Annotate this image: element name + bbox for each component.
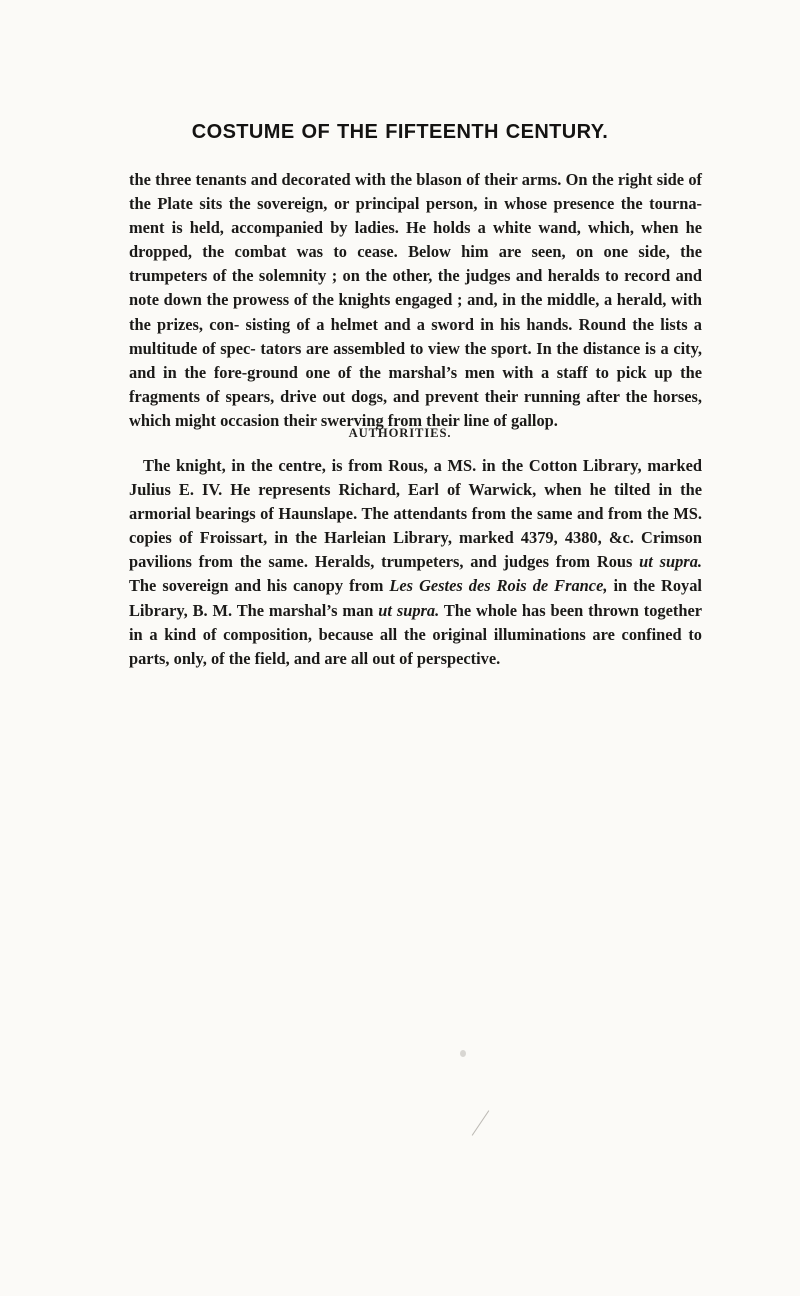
authorities-text-2: The sovereign and his canopy from — [129, 576, 390, 596]
description-paragraph: the three tenants and decorated with the blason of their arms. On the right side of the Plate sits the sovereign, or principal person, in whose presence the tourna- ment is held, accompanied by ladies. He holds a white wand, which, when he dropped, the combat was to cease. Below him are seen, on one side, the trumpeters of the solemnity ; on the other, the judges and heralds to record and note down the prowess of the knights engaged ; and, in the middle, a herald, with the prizes, con- sisting of a helmet and a sword in his hands. Round the lists a multitude of spec- tators are assembled to view the sport. In the distance is a city, and in the fore-ground one of the marshal’s men with a staff to pick up the fragments of spears, drive out dogs, and prevent their running after the horses, which might occasion their swerving from their line of gallop. — [129, 170, 702, 430]
authorities-italic-ut-supra-1: ut supra. — [639, 552, 702, 572]
authorities-text-1: The knight, in the centre, is from Rous, a MS. in the Cotton Library, marked Julius E. IV. He represents Richard, Earl of Warwick, when he tilted in the armorial bearings of Haunslape. The attendants from the same and from the MS. copies of Froissart, in the Harleian Library, marked 4379, 4380, &c. Crimson pavilions from the same. Heralds, trumpeters, and judges from Rous — [129, 456, 702, 572]
authorities-paragraph — [129, 454, 702, 671]
authorities-italic-ut-supra-2: ut supra. — [378, 600, 440, 620]
running-title: COSTUME OF THE FIFTEENTH CENTURY. — [191, 121, 609, 143]
authorities-text-4: The whole has been thrown together in a kind of composition, because all the original illuminations are confined to parts, only, of the field, and are all out of perspective. — [129, 600, 702, 668]
authorities-heading: AUTHORITIES. — [348, 426, 452, 440]
paper-speck — [460, 1050, 466, 1057]
authorities-italic-book-title: Les Gestes des Rois de France, — [389, 576, 608, 596]
paper-scratch — [472, 1110, 490, 1135]
authorities-text-3: in the Royal Library, B. M. The marshal’s man — [129, 576, 702, 620]
